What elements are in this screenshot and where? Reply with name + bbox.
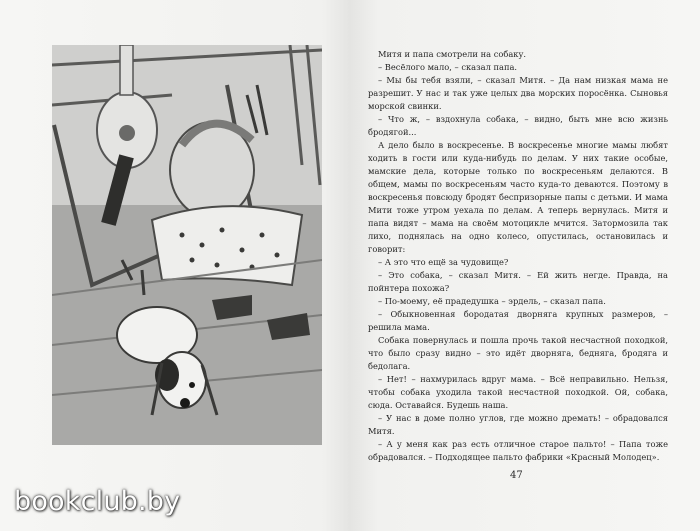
paragraph: – Мы бы тебя взяли, – сказал Митя. – Да нам низкая мама не разрешит. У нас и так уже целых два морских поросёнка. Сыновья морской свинки. (368, 75, 668, 111)
paragraph: – Это собака, – сказал Митя. – Ей жить негде. Правда, на пойнтера похожа? (368, 270, 668, 293)
paragraph: – Обыкновенная бородатая дворняга крупных размеров, – решила мама. (368, 309, 668, 332)
illustration (52, 45, 322, 445)
guitar-neck (120, 45, 133, 95)
paragraph: – По-моему, её прадедушка – эрдель, – сказал папа. (378, 296, 606, 306)
dog-eye (189, 382, 195, 388)
paragraph: Собака повернулась и пошла прочь такой несчастной походкой, что было сразу видно – это идёт дворняга, бедняга, бродяга и бедолага. (368, 335, 668, 371)
paragraph: Митя и папа смотрели на собаку. (378, 49, 526, 59)
paragraph: – Весёлого мало, – сказал папа. (378, 62, 518, 72)
paragraph: – А это что ещё за чудовище? (378, 257, 509, 267)
dog-nose (180, 398, 190, 408)
watermark: bookclub.by (14, 486, 181, 517)
page-number: 47 (510, 470, 523, 481)
paragraph: – Нет! – нахмурилась вдруг мама. – Всё неправильно. Нельзя, чтобы собака уходила такой несчастной походкой. Ой, собака, сюда. Оставайся. Будешь наша. (368, 374, 668, 410)
paragraph: – У нас в доме полно углов, где можно дремать! – обрадовался Митя. (368, 413, 668, 436)
paragraph: – Что ж, – вздохнула собака, – видно, быть мне всю жизнь бродягой... (368, 114, 668, 137)
paragraph: – А у меня как раз есть отличное старое пальто! – Папа тоже обрадовался. – Подходящее пальто фабрики «Красный Молодец». (368, 439, 668, 462)
paragraph: А дело было в воскресенье. В воскресенье многие мамы любят ходить в гости или куда-нибудь по делам. У них такие особые, мамские дела, которые только по воскресеньям делаются. В общем, мамы по воскресеньям часто куда-то деваются. Поэтому в воскресенья повсюду бродят беспризорные папы с детьми. И мама Мити тоже утром уехала по делам. А теперь вернулась. Митя и папа видят – мама на своём мотоцикле мчится. Затормозила так лихо, поднялась на одно колесо, опустилась, остановилась и говорит: (368, 140, 668, 254)
story-text (368, 48, 668, 464)
guitar-hole (119, 125, 135, 141)
right-page (350, 0, 700, 531)
illustration-drawing (52, 45, 322, 445)
